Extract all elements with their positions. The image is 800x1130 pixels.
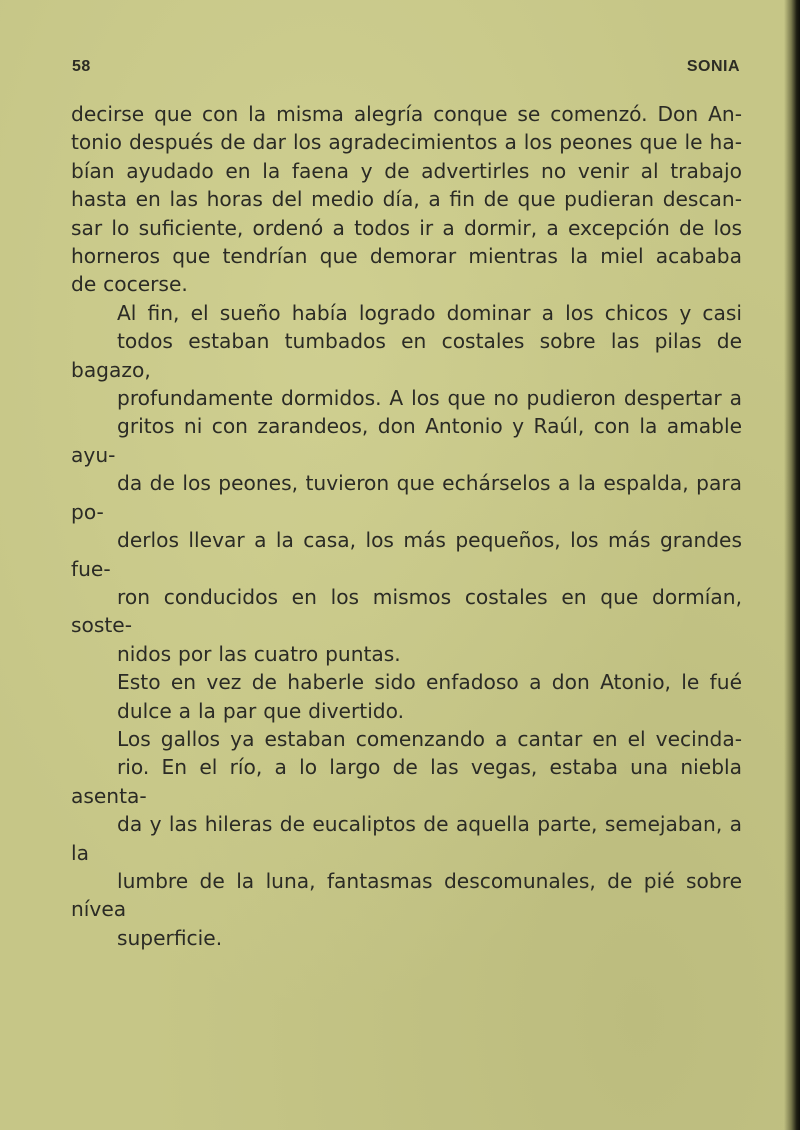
paragraph-4 [71,725,742,952]
text-line: da y las hileras de eucaliptos de aquella parte, semejaban, a la [71,812,742,865]
text-line: derlos llevar a la casa, los más pequeños, los más grandes fue- [71,528,742,581]
text-line: profundamente dormidos. A los que no pudieron despertar a [117,386,742,411]
paragraph-2 [71,299,742,668]
text-line: Esto en vez de haberle sido enfadoso a don Atonio, le fué [117,670,742,695]
page-number: 58 [72,58,91,75]
page-header [72,58,740,84]
text-line: hasta en las horas del medio día, a fin de que pudieran descan- [71,187,742,212]
book-spine-shadow [784,0,800,1130]
paragraph-3 [71,668,742,725]
text-line: rio. En el río, a lo largo de las vegas, estaba una niebla asenta- [71,755,742,808]
text-line: dulce a la par que divertido. [117,698,405,723]
running-title: SONIA [686,58,740,75]
text-line: gritos ni con zarandeos, don Antonio y Raúl, con la amable ayu- [71,414,742,467]
text-line: lumbre de la luna, fantasmas descomunales, de pié sobre nívea [71,868,742,922]
text-line: Al fin, el sueño había logrado dominar a los chicos y casi [117,300,742,325]
text-line: tonio después de dar los agradecimientos a los peones que le ha- [71,130,742,155]
text-line: bían ayudado en la faena y de advertirles no venir al trabajo [71,158,742,183]
text-line: ron conducidos en los mismos costales en que dormían, soste- [71,584,742,638]
paragraph-1 [71,100,742,299]
body-text [71,100,742,952]
text-line: nidos por las cuatro puntas. [117,641,401,666]
text-line: de cocerse. [71,272,188,297]
text-line: horneros que tendrían que demorar mientras la miel acababa [71,244,742,269]
text-line: superficie. [117,925,223,950]
text-line: sar lo suficiente, ordenó a todos ir a dormir, a excepción de los [71,215,742,240]
text-line: Los gallos ya estaban comenzando a cantar en el vecinda- [117,726,742,751]
text-line: todos estaban tumbados en costales sobre las pilas de bagazo, [71,329,742,382]
text-line: da de los peones, tuvieron que echárselos a la espalda, para po- [71,471,742,524]
text-line: decirse que con la misma alegría conque se comenzó. Don An- [71,102,742,126]
